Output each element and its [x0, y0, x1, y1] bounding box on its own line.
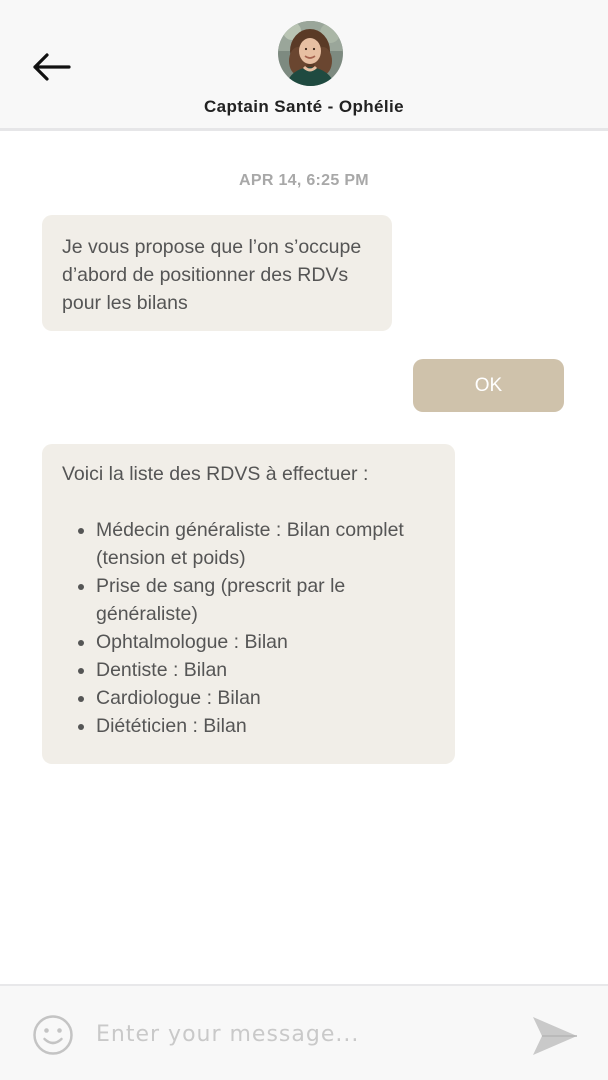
incoming-message	[42, 215, 392, 331]
chat-header	[0, 0, 608, 131]
outgoing-message	[413, 359, 564, 412]
message-text: Je vous propose que l’on s’occupe d’abord de positionner des RDVs pour les bilans	[62, 236, 362, 314]
incoming-message	[42, 444, 455, 764]
send-icon	[530, 1014, 580, 1058]
message-timestamp: APR 14, 6:25 PM	[239, 172, 369, 189]
smiley-icon	[32, 1014, 74, 1056]
list-item: • Dentiste : Bilan	[96, 656, 435, 684]
emoji-button[interactable]	[32, 1014, 74, 1056]
list-item: • Prise de sang (prescrit par le généraliste)	[96, 572, 435, 628]
list-item: • Cardiologue : Bilan	[96, 684, 435, 712]
back-button[interactable]	[26, 44, 76, 90]
arrow-left-icon	[31, 52, 71, 82]
message-input[interactable]	[96, 1012, 506, 1056]
chat-title: Captain Santé - Ophélie	[203, 97, 404, 116]
message-composer	[0, 984, 608, 1080]
message-intro: Voici la liste des RDVS à effectuer :	[62, 463, 369, 485]
send-button[interactable]	[530, 1014, 580, 1058]
profile-photo	[278, 21, 343, 86]
avatar[interactable]	[278, 21, 343, 86]
list-item: • Diététicien : Bilan	[96, 712, 435, 740]
message-list[interactable]	[0, 134, 608, 984]
message-text: OK	[474, 374, 503, 396]
appointment-list	[62, 516, 435, 740]
list-item: • Ophtalmologue : Bilan	[96, 628, 435, 656]
list-item: • Médecin généraliste : Bilan complet (tension et poids)	[96, 516, 435, 572]
